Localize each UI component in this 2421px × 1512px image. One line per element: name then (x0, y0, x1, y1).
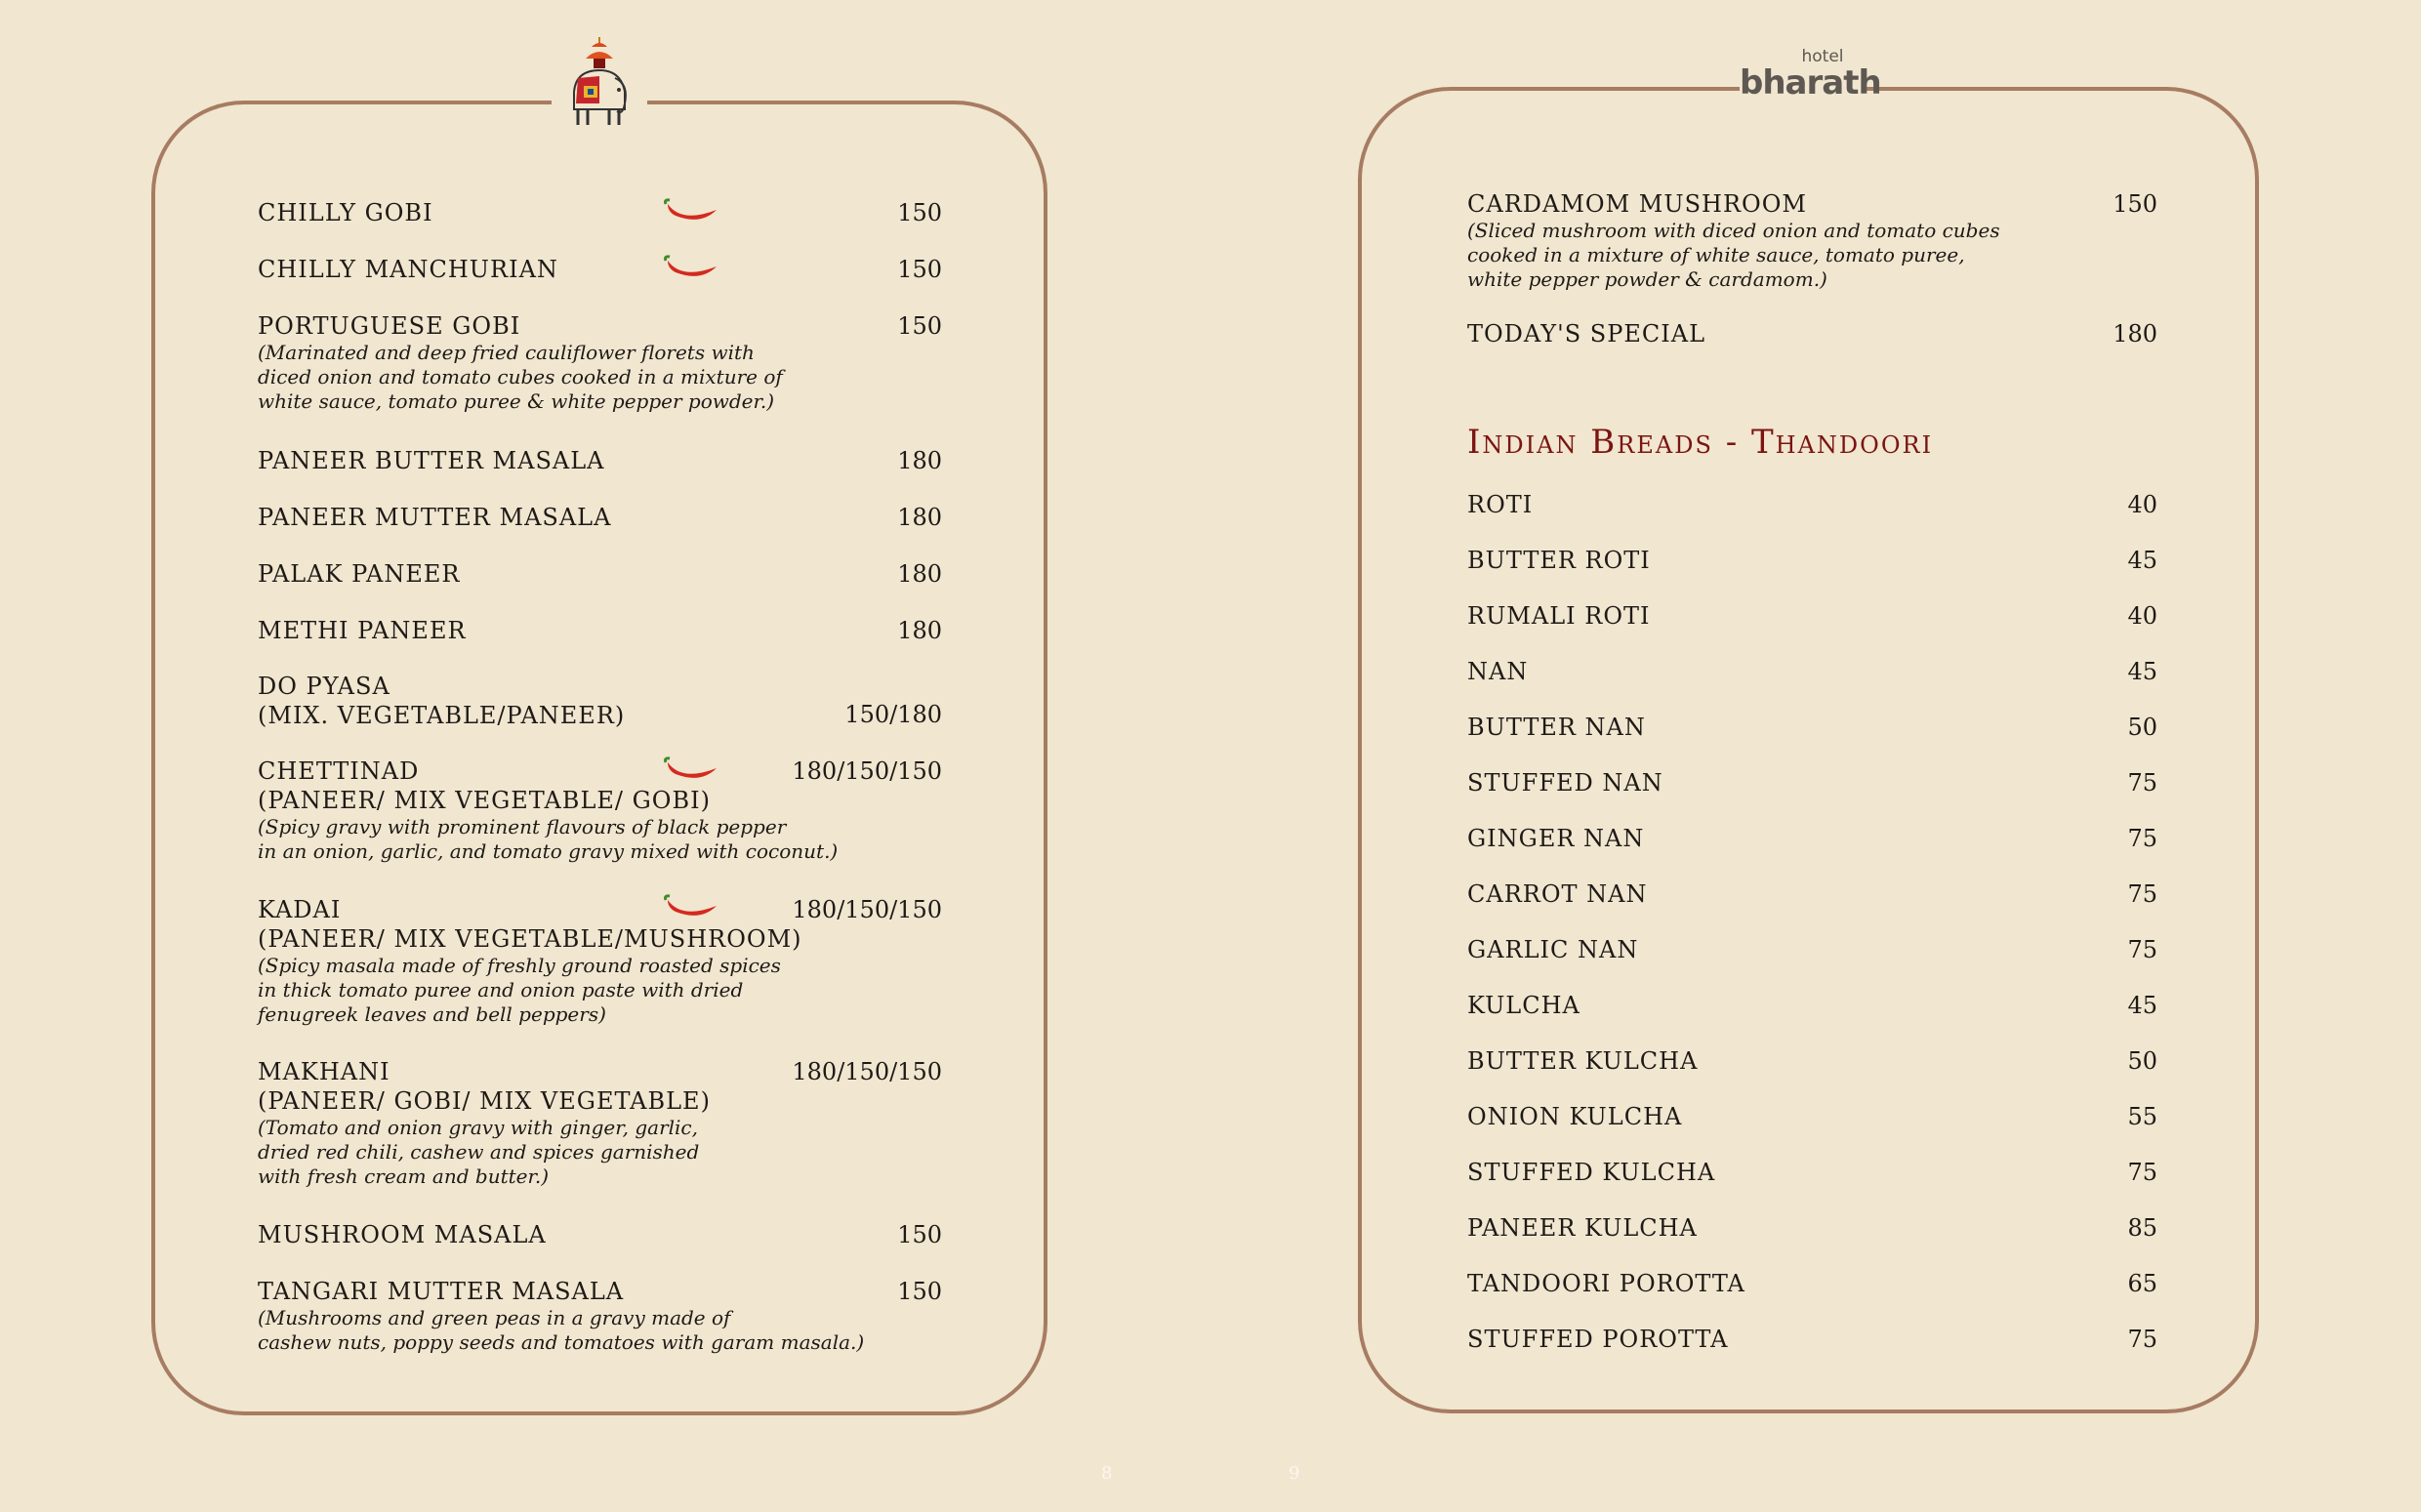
item-description: white sauce, tomato puree & white pepper powder.) (258, 389, 775, 413)
item-name: CHILLY MANCHURIAN (258, 256, 558, 283)
menu-item (258, 1277, 864, 1355)
menu-item (258, 1057, 711, 1189)
menu-item (258, 559, 461, 589)
bread-name: RUMALI ROTI (1467, 602, 1651, 630)
bread-name: BUTTER KULCHA (1467, 1047, 1699, 1075)
bread-price: 40 (2127, 602, 2157, 630)
item-name: CARDAMOM MUSHROOM (1467, 190, 1807, 218)
item-name: PALAK PANEER (258, 560, 461, 588)
bread-name: STUFFED KULCHA (1467, 1159, 1716, 1186)
chili-icon (662, 255, 720, 282)
item-name: PANEER BUTTER MASALA (258, 447, 605, 474)
bread-name: GINGER NAN (1467, 825, 1645, 852)
item-price: 180 (897, 560, 942, 588)
item-price: 180 (897, 447, 942, 474)
item-name: METHI PANEER (258, 617, 467, 644)
bread-name: STUFFED NAN (1467, 769, 1663, 797)
item-price: 180/150/150 (792, 1058, 942, 1085)
chili-icon (662, 756, 720, 784)
item-name: CHILLY GOBI (258, 199, 433, 226)
bread-price: 45 (2127, 658, 2157, 685)
item-price: 150/180 (844, 701, 942, 728)
menu-item (258, 255, 558, 284)
hotel-logo-sub: hotel (1801, 47, 1844, 66)
page-number-right: 9 (1289, 1463, 1300, 1484)
menu-item (258, 198, 433, 227)
item-price: 180/150/150 (792, 896, 942, 923)
bread-price: 75 (2127, 1159, 2157, 1186)
bread-price: 50 (2127, 714, 2157, 741)
hotel-logo-main: bharath (1740, 63, 1881, 102)
item-subname: (PANEER/ GOBI/ MIX VEGETABLE) (258, 1087, 711, 1115)
item-price: 180 (897, 617, 942, 644)
item-price: 150 (2113, 190, 2157, 218)
menu-item (1467, 319, 1705, 348)
item-description: cooked in a mixture of white sauce, tomato puree, (1467, 243, 1965, 266)
bread-name: PANEER KULCHA (1467, 1214, 1698, 1242)
section-title: Indian Breads - Thandoori (1467, 423, 1934, 462)
chili-icon (662, 894, 720, 921)
item-price: 150 (897, 312, 942, 340)
item-price: 150 (897, 1278, 942, 1305)
item-name: CHETTINAD (258, 757, 420, 785)
bread-name: BUTTER NAN (1467, 714, 1646, 741)
item-price: 180 (897, 504, 942, 531)
item-name: MUSHROOM MASALA (258, 1221, 547, 1248)
item-description: (Spicy gravy with prominent flavours of black pepper (258, 815, 787, 838)
item-name: TODAY'S SPECIAL (1467, 320, 1706, 347)
item-price: 180/150/150 (792, 757, 942, 785)
item-description: dried red chili, cashew and spices garnished (258, 1140, 700, 1164)
item-subname: (MIX. VEGETABLE/PANEER) (258, 702, 626, 729)
item-description: white pepper powder & cardamom.) (1467, 267, 1827, 291)
bread-name: CARROT NAN (1467, 880, 1648, 908)
item-description: (Tomato and onion gravy with ginger, garlic, (258, 1116, 698, 1139)
item-description: (Spicy masala made of freshly ground roasted spices (258, 954, 781, 977)
bread-price: 45 (2127, 547, 2157, 574)
item-name: TANGARI MUTTER MASALA (258, 1278, 625, 1305)
bread-name: ONION KULCHA (1467, 1103, 1683, 1130)
bread-price: 40 (2127, 491, 2157, 518)
item-price: 150 (897, 199, 942, 226)
bread-name: STUFFED POROTTA (1467, 1326, 1729, 1353)
bread-price: 55 (2127, 1103, 2157, 1130)
bread-name: TANDOORI POROTTA (1467, 1270, 1745, 1297)
menu-item (258, 672, 625, 730)
bread-name: BUTTER ROTI (1467, 547, 1651, 574)
bread-price: 75 (2127, 936, 2157, 963)
menu-item (258, 503, 611, 532)
bread-price: 85 (2127, 1214, 2157, 1242)
bread-price: 45 (2127, 992, 2157, 1019)
item-name: MAKHANI (258, 1058, 390, 1085)
chili-icon (662, 198, 720, 225)
bread-price: 50 (2127, 1047, 2157, 1075)
hotel-logo (1740, 47, 1881, 117)
item-subname: (PANEER/ MIX VEGETABLE/ GOBI) (258, 787, 711, 814)
menu-item (1467, 189, 2000, 292)
item-description: cashew nuts, poppy seeds and tomatoes with garam masala.) (258, 1330, 865, 1354)
item-description: in an onion, garlic, and tomato gravy mixed with coconut.) (258, 839, 839, 863)
item-subname: (PANEER/ MIX VEGETABLE/MUSHROOM) (258, 925, 802, 953)
bread-price: 75 (2127, 769, 2157, 797)
item-description: (Sliced mushroom with diced onion and tomato cubes (1467, 219, 2000, 242)
item-name: PANEER MUTTER MASALA (258, 504, 612, 531)
item-description: in thick tomato puree and onion paste with dried (258, 978, 744, 1001)
menu-item (258, 446, 605, 475)
bread-price: 75 (2127, 1326, 2157, 1353)
page-number-left: 8 (1101, 1463, 1113, 1484)
item-price: 180 (2113, 320, 2157, 347)
bread-name: ROTI (1467, 491, 1534, 518)
item-name: DO PYASA (258, 673, 390, 700)
menu-item (258, 616, 467, 645)
item-name: PORTUGUESE GOBI (258, 312, 521, 340)
item-name: KADAI (258, 896, 342, 923)
menu-item (258, 756, 838, 864)
item-price: 150 (897, 256, 942, 283)
item-description: (Mushrooms and green peas in a gravy made of (258, 1306, 731, 1329)
bread-name: GARLIC NAN (1467, 936, 1639, 963)
bread-price: 75 (2127, 880, 2157, 908)
menu-item (258, 311, 783, 414)
item-description: diced onion and tomato cubes cooked in a mixture of (258, 365, 783, 388)
bread-name: NAN (1467, 658, 1529, 685)
item-description: with fresh cream and butter.) (258, 1165, 550, 1188)
bread-price: 65 (2127, 1270, 2157, 1297)
menu-item (258, 1220, 547, 1249)
item-description: fenugreek leaves and bell peppers) (258, 1002, 606, 1026)
item-description: (Marinated and deep fried cauliflower florets with (258, 341, 755, 364)
elephant-logo-icon (564, 35, 635, 137)
bread-name: KULCHA (1467, 992, 1580, 1019)
item-price: 150 (897, 1221, 942, 1248)
bread-price: 75 (2127, 825, 2157, 852)
